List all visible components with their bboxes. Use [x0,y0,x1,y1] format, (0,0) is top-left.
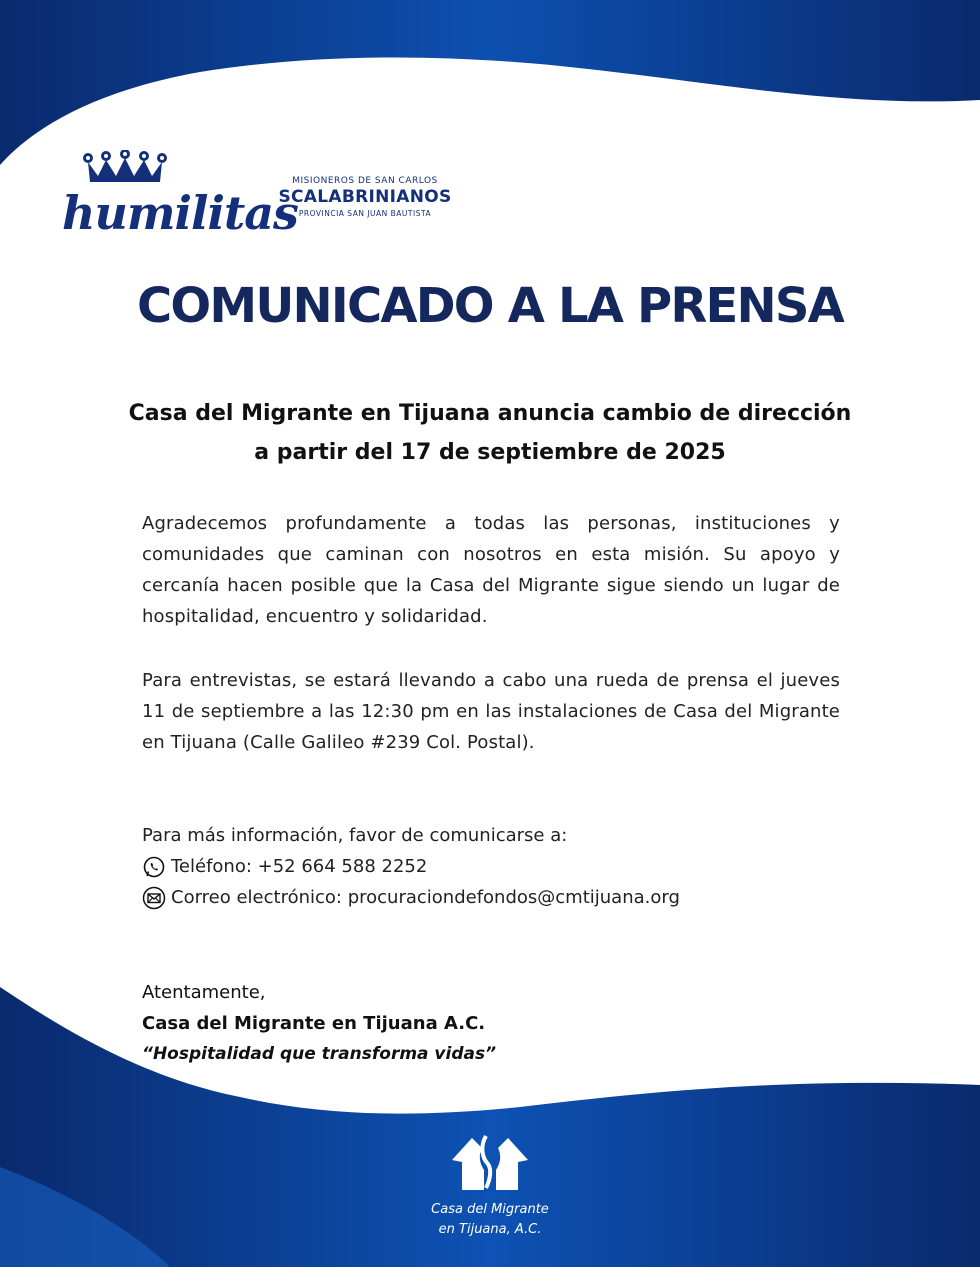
subtitle: Casa del Migrante en Tijuana anuncia cambio de dirección a partir del 17 de septiembre de 2025 [128,401,852,465]
footer-name-line2: en Tijuana, A.C. [438,1222,542,1237]
paragraph-gratitude: Agradecemos profundamente a todas las personas, instituciones y comunidades que caminan con nosotros en esta misión. Su apoyo y cercanía hacen posible que la Casa del Migrante sigue siendo un lugar de hospitalidad, encuentro y solidaridad. [142,513,840,627]
scalabrinianos-name: SCALABRINIANOS [278,187,452,207]
whatsapp-icon [142,855,166,879]
contact-intro: Para más información, favor de comunicarse a: [142,825,568,846]
signature-block [142,977,496,1070]
contact-section [142,820,680,913]
mail-icon [142,886,166,910]
signature-closing: Atentamente, [142,982,266,1003]
page-title: COMUNICADO A LA PRENSA [136,278,844,334]
contact-email-row [142,882,680,913]
contact-phone-row [142,851,680,882]
signature-motto: “Hospitalidad que transforma vidas” [142,1044,497,1064]
scalabrinianos-bottom-line: PROVINCIA SAN JUAN BAUTISTA [298,209,432,218]
footer-name-line1: Casa del Migrante [431,1202,549,1217]
casa-del-migrante-logo [410,1130,570,1238]
paragraph-interviews: Para entrevistas, se estará llevando a cabo una rueda de prensa el jueves 11 de septiembre a las 12:30 pm en las instalaciones de Casa del Migrante en Tijuana (Calle Galileo #239 Col. Postal). [142,670,840,753]
humilitas-wordmark: humilitas [62,186,298,240]
crown-icon [80,150,170,186]
contact-phone: Teléfono: +52 664 588 2252 [171,856,428,877]
humilitas-logo [62,150,298,250]
houses-icon [450,1130,530,1194]
scalabrinianos-top-line: MISIONEROS DE SAN CARLOS [292,176,438,186]
signature-organization: Casa del Migrante en Tijuana A.C. [142,1013,486,1034]
contact-email[interactable]: Correo electrónico: procuraciondefondos@cmtijuana.org [171,887,680,908]
scalabrinianos-logo [270,176,460,218]
